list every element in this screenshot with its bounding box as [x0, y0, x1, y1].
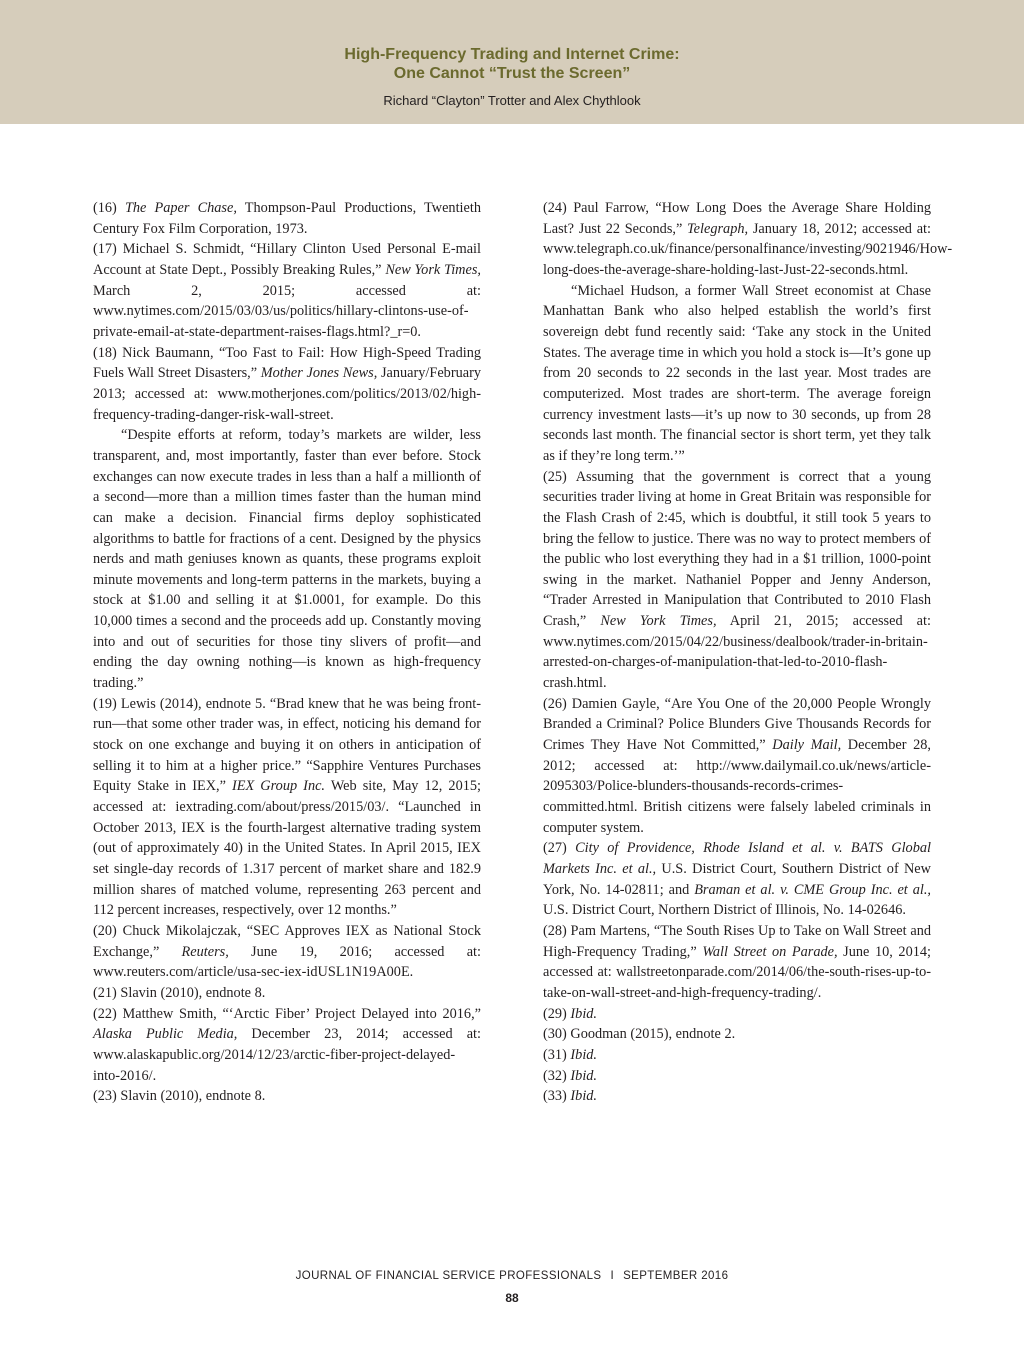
endnote-30: (30) Goodman (2015), endnote 2. [543, 1026, 736, 1043]
endnote-23: (23) Slavin (2010), endnote 8. [93, 1088, 266, 1105]
endnote-20: (20) Chuck Mikolajczak, “SEC Approves IEX as National Stock Exchange,” Reuters, June 19, 2016; accessed at: www.reuters.com/article/usa-sec-iex-idUSL1N19A00E. [93, 922, 482, 981]
endnote-18: (18) Nick Baumann, “Too Fast to Fail: How High-Speed Trading Fuels Wall Street Disasters,” Mother Jones News, January/February 2013; accessed at: www.motherjones.com/politics/2013/02/high-frequency-trading-danger-risk-wall-street. [93, 344, 481, 423]
article-title [0, 45, 1024, 83]
endnotes-left-column [93, 198, 481, 1107]
footer-journal-name: JOURNAL OF FINANCIAL SERVICE PROFESSIONALS [295, 1270, 602, 1282]
footer-issue-date: SEPTEMBER 2016 [623, 1270, 729, 1282]
endnote-21: (21) Slavin (2010), endnote 8. [93, 984, 266, 1001]
endnote-26: (26) Damien Gayle, “Are You One of the 20,000 People Wrongly Branded a Criminal? Police Blunders Give Thousands Records for Crimes They Have Not Committed,” Daily Mail, December 28, 2012; accessed at: http://www.dailymail.co.uk/news/article-2095303/Police-blunders-thousands-records-crimes-committed.html. British citizens were falsely labeled criminals in computer system. [543, 695, 931, 836]
endnote-29: (29) Ibid. [543, 1005, 598, 1022]
endnote-24-quote: “Michael Hudson, a former Wall Street economist at Chase Manhattan Bank who also helped establish the world’s first sovereign debt fund recently said: ‘Take any stock in the United States. The average time in which you hold a stock is—It’s gone up from 20 seconds to 22 seconds in the last year. Most trades are computerized. Most trades are short-term. The average foreign currency investment lasts—it’s up now to 30 seconds, up from 28 seconds last month. The financial sector is short term, yet they talk as if they’re long term.’” [543, 282, 931, 464]
endnote-32: (32) Ibid. [543, 1067, 598, 1084]
endnote-22: (22) Matthew Smith, “‘Arctic Fiber’ Project Delayed into 2016,” Alaska Public Media, December 23, 2014; accessed at: www.alaskapublic.org/2014/12/23/arctic-fiber-project-delayed-into-2016/. [93, 1005, 481, 1084]
endnote-19: (19) Lewis (2014), endnote 5. “Brad knew that he was being front-run—that some other trader was, in effect, noticing his demand for stock on one exchange and buying it on others in anticipation of selling it to him at a higher price.” “Sapphire Ventures Purchases Equity Stake in IEX,” IEX Group Inc. Web site, May 12, 2015; accessed at: iextrading.com/about/press/2015/03/. “Launched in October 2013, IEX is the fourth-largest alternative trading system (out of approximately 40) in the United States. In April 2015, IEX set single-day records of 1.317 percent of market share and 182.9 million shares of matched volume, representing 263 percent and 112 percent increases, respectively, over 12 months.” [93, 695, 482, 919]
article-title-line-2: One Cannot “Trust the Screen” [393, 65, 631, 82]
endnotes-right-column [543, 198, 953, 1107]
article-title-line-1: High-Frequency Trading and Internet Crime: [344, 46, 680, 63]
endnote-33: (33) Ibid. [543, 1088, 598, 1105]
endnote-18-quote: “Despite efforts at reform, today’s markets are wilder, less transparent, and, most importantly, faster than ever before. Stock exchanges can now execute trades in less than a half a millionth of a second—more than a million times faster than the human mind can make a decision. Financial firms deploy sophisticated algorithms to battle for fractions of a cent. Designed by the physics nerds and math geniuses known as quants, these programs exploit minute movements and long-term patterns in the markets, buying a stock at $1.00 and selling it at $1.0001, for example. Do this 10,000 times a second and the proceeds add up. Constantly moving into and out of securities for those tiny slivers of profit—and ending the day owning nothing—is known as high-frequency trading.” [93, 427, 481, 692]
article-authors: Richard “Clayton” Trotter and Alex Chythlook [383, 93, 641, 108]
endnote-31: (31) Ibid. [543, 1046, 598, 1063]
header-band [0, 0, 1024, 124]
page-number: 88 [505, 1291, 519, 1305]
endnote-28: (28) Pam Martens, “The South Rises Up to Take on Wall Street and High-Frequency Trading,” Wall Street on Parade, June 10, 2014; accessed at: wallstreetonparade.com/2014/06/the-south-rises-up-to-take-on-wall-street-and-high-frequency-trading/. [543, 922, 931, 1001]
endnote-25: (25) Assuming that the government is correct that a young securities trader living at home in Great Britain was responsible for the Flash Crash of 2:45, which is doubtful, it still took 5 years to bring the fellow to justice. There was no way to protect members of the public who lost everything they had in a $1 trillion, 1000-point swing in the market. Nathaniel Popper and Jenny Anderson, “Trader Arrested in Manipulation that Contributed to 2010 Flash Crash,” New York Times, April 21, 2015; accessed at: www.nytimes.com/2015/04/22/business/dealbook/trader-in-britain-arrested-on-charges-of-manipulation-that-led-to-2010-flash-crash.html. [543, 468, 931, 692]
endnote-27: (27) City of Providence, Rhode Island et al. v. BATS Global Markets Inc. et al., U.S. District Court, Southern District of New York, No. 14-02811; and Braman et al. v. CME Group Inc. et al., U.S. District Court, Northern District of Illinois, No. 14-02646. [543, 840, 931, 919]
footer-separator: I [610, 1270, 615, 1282]
endnote-17: (17) Michael S. Schmidt, “Hillary Clinton Used Personal E-mail Account at State Dept., Possibly Breaking Rules,” New York Times, March 2, 2015; accessed at: www.nytimes.com/2015/03/03/us/politics/hillary-clintons-use-of-private-email-at-state-department-raises-flags.html?_r=0. [93, 241, 481, 340]
endnote-16: (16) The Paper Chase, Thompson-Paul Productions, Twentieth Century Fox Film Corporation, 1973. [93, 200, 481, 237]
footer-journal-line [0, 1270, 1024, 1282]
endnote-24: (24) Paul Farrow, “How Long Does the Average Share Holding Last? Just 22 Seconds,” Telegraph, January 18, 2012; accessed at: www.telegraph.co.uk/finance/personalfinance/investing/9021946/How-long-does-the-average-share-holding-last-Just-22-seconds.html. [543, 200, 953, 278]
